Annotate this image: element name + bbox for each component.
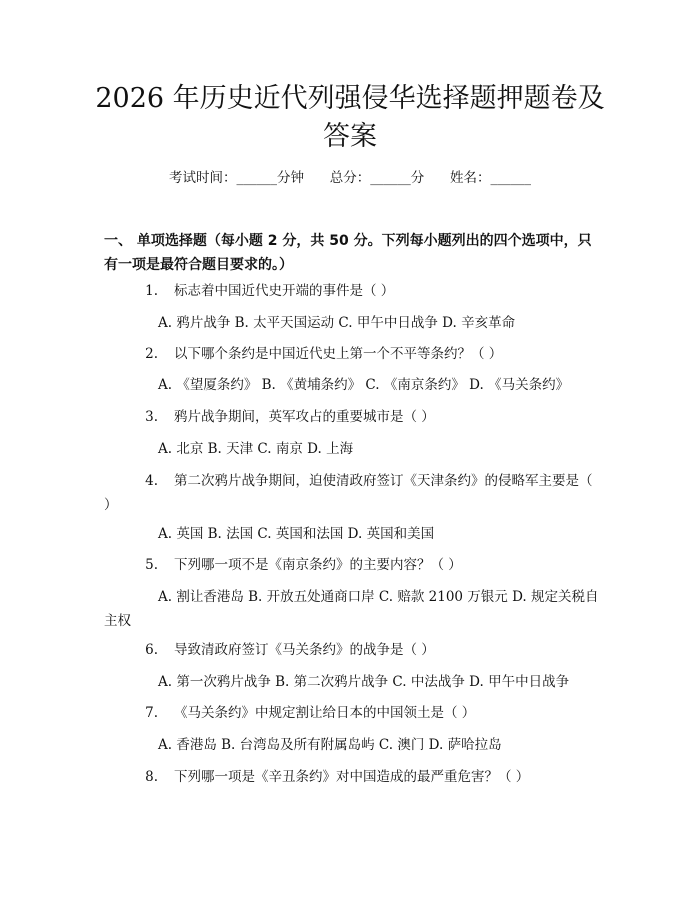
name-blank: ______ <box>490 170 531 186</box>
question-4-options: A. 英国 B. 法国 C. 英国和法国 D. 英国和美国 <box>158 526 435 542</box>
question-number: 1. <box>145 283 158 299</box>
question-number: 6. <box>145 642 158 658</box>
question-7-options: A. 香港岛 B. 台湾岛及所有附属岛屿 C. 澳门 D. 萨哈拉岛 <box>158 737 502 753</box>
question-stem: 鸦片战争期间，英军攻占的重要城市是（ ） <box>174 409 435 425</box>
question-stem: 导致清政府签订《马关条约》的战争是（ ） <box>174 642 435 658</box>
name-label: 姓名： <box>450 170 491 186</box>
question-1-options: A. 鸦片战争 B. 太平天国运动 C. 甲午中日战争 D. 辛亥革命 <box>158 315 516 331</box>
question-number: 2. <box>145 346 158 362</box>
question-6-options: A. 第一次鸦片战争 B. 第二次鸦片战争 C. 中法战争 D. 甲午中日战争 <box>158 674 570 690</box>
question-6 <box>104 638 600 662</box>
question-number: 8. <box>145 769 158 785</box>
question-5-options: A. 割让香港岛 B. 开放五处通商口岸 C. 赔款 2100 万银元 D. 规定关税自主权 <box>104 589 599 629</box>
question-stem: 《马关条约》中规定割让给日本的中国领土是（ ） <box>174 705 476 721</box>
question-3 <box>104 405 600 429</box>
question-stem: 下列哪一项不是《南京条约》的主要内容？（ ） <box>174 557 462 573</box>
question-2 <box>104 342 600 366</box>
question-1 <box>104 279 600 303</box>
page-title: 2026 年历史近代列强侵华选择题押题卷及答案 <box>95 83 605 152</box>
question-8 <box>104 765 600 789</box>
section-heading: 一、 单项选择题（每小题 2 分，共 50 分。下列每小题列出的四个选项中，只有一项是最符合题目要求的。） <box>104 233 592 273</box>
question-5 <box>104 553 600 577</box>
question-stem: 下列哪一项是《辛丑条约》对中国造成的最严重危害？（ ） <box>174 769 530 785</box>
question-stem: 标志着中国近代史开端的事件是（ ） <box>174 283 395 299</box>
question-number: 7. <box>145 705 158 721</box>
question-number: 4. <box>145 473 158 489</box>
question-4 <box>104 469 600 517</box>
question-number: 5. <box>145 557 158 573</box>
score-unit: 分 <box>410 170 425 186</box>
score-label: 总分： <box>329 170 371 186</box>
question-stem: 第二次鸦片战争期间，迫使清政府签订《天津条约》的侵略军主要是（ ） <box>104 473 593 513</box>
question-2-options: A. 《望厦条约》 B. 《黄埔条约》 C. 《南京条约》 D. 《马关条约》 <box>158 377 570 393</box>
question-7 <box>104 701 600 725</box>
time-blank: ______ <box>236 170 277 186</box>
time-unit: 分钟 <box>277 170 304 186</box>
question-number: 3. <box>145 409 158 425</box>
exam-meta <box>0 168 700 188</box>
time-label: 考试时间： <box>169 170 237 186</box>
question-3-options: A. 北京 B. 天津 C. 南京 D. 上海 <box>158 441 354 457</box>
score-blank: ______ <box>370 170 411 186</box>
question-stem: 以下哪个条约是中国近代史上第一个不平等条约？（ ） <box>174 346 503 362</box>
